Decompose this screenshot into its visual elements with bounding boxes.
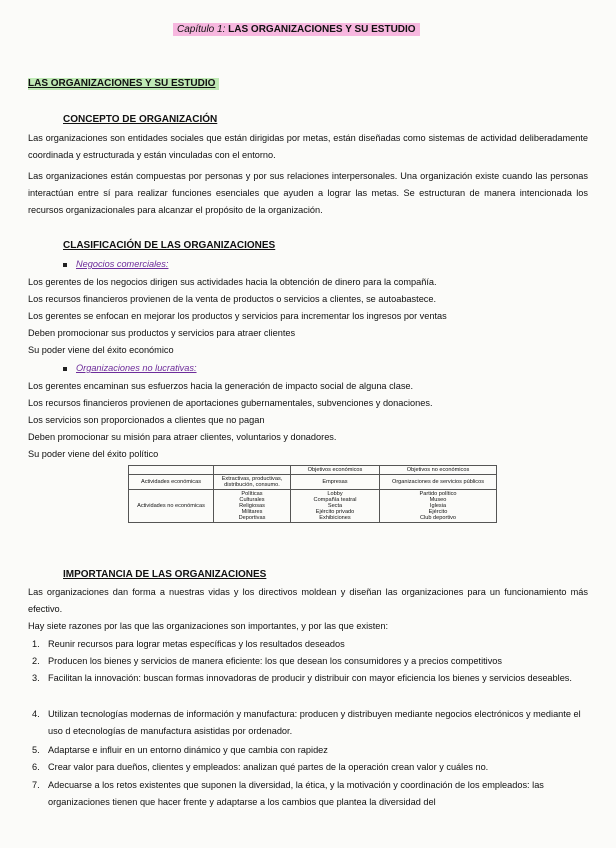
- commercial-label: Negocios comerciales:: [76, 259, 169, 269]
- table-cell-line: Museo: [429, 497, 447, 503]
- commercial-line: Los gerentes se enfocan en mejorar los productos y servicios para incrementar los ingresos por ventas: [28, 311, 447, 321]
- list-item: Crear valor para dueños, clientes y empleados: analizan qué partes de la operación crean valor y cuáles no.: [48, 762, 489, 772]
- table-cell-line: Militares: [241, 509, 263, 515]
- table-row: [129, 490, 497, 523]
- list-number: 1.: [32, 639, 40, 649]
- table-cell: Organizaciones de servicios públicos: [380, 475, 497, 490]
- list-item: Facilitan la innovación: buscan formas innovadoras de producir y distribuir con mayor eficiencia los bienes y servicios deseables.: [48, 673, 572, 683]
- table-cell-line: Ejército privado: [315, 509, 355, 515]
- importance-paragraph-2: Hay siete razones por las que las organizaciones son importantes, y por las que existen:: [28, 621, 389, 631]
- table-cell-line: Lobby: [327, 491, 343, 497]
- importance-paragraph-1: Las organizaciones dan forma a nuestras vidas y los directivos moldean y diseñan las organizaciones para un funcionamiento más efectivo.: [28, 587, 588, 615]
- table-cell-line: Culturales: [239, 497, 265, 503]
- table-row: [129, 475, 497, 490]
- main-title: LAS ORGANIZACIONES Y SU ESTUDIO: [28, 78, 219, 90]
- table-cell: Objetivos no económicos: [380, 466, 497, 475]
- nonprofit-label: Organizaciones no lucrativas:: [76, 363, 197, 373]
- concept-paragraph-1: Las organizaciones son entidades sociales que están dirigidas por metas, están diseñadas como sistemas de actividad deliberadamente coordinada y estructurada y están vinculadas con el entorno.: [28, 133, 588, 161]
- table-cell: Actividades económicas: [129, 475, 214, 490]
- list-item: Adecuarse a los retos existentes que suponen la diversidad, la ética, y la motivación y coordinación de los empleados: las organizaciones tienen que hacer frente y adaptarse a los cambios que plantea la diversidad del: [48, 780, 544, 807]
- table-cell: [214, 466, 291, 475]
- nonprofit-line: Los recursos financieros provienen de aportaciones gubernamentales, subvenciones y donaciones.: [28, 398, 433, 408]
- table-cell-line: Compañía teatral: [313, 497, 357, 503]
- commercial-line: Los recursos financieros provienen de la venta de productos o servicios a clientes, se autoabastece.: [28, 294, 437, 304]
- classification-table: [128, 465, 497, 523]
- table-cell-line: Ejército: [428, 509, 448, 515]
- list-number: 5.: [32, 745, 40, 755]
- table-cell: [380, 490, 497, 523]
- table-cell: [129, 466, 214, 475]
- commercial-line: Los gerentes de los negocios dirigen sus actividades hacia la obtención de dinero para la compañía.: [28, 277, 437, 287]
- table-cell-line: Religiosas: [239, 503, 265, 509]
- list-item: Utilizan tecnologías modernas de información y manufactura: producen y distribuyen mediante negocios electrónicos y mediante el uso d etecnologías de manufactura asistidas por ordenador.: [48, 709, 581, 736]
- list-item: Reunir recursos para lograr metas específicas y los resultados deseados: [48, 639, 345, 649]
- table-cell: Objetivos económicos: [291, 466, 380, 475]
- table-cell: [214, 490, 291, 523]
- concept-paragraph-2: Las organizaciones están compuestas por personas y por sus relaciones interpersonales. Una organización existe cuando las personas interactúan entre sí para realizar funciones esenciales que ayuden a lograr las metas. Se estructuran de manera intencionada los recursos organizacionales para alcanzar el propósito de la organización.: [28, 171, 588, 216]
- table-cell: Empresas: [291, 475, 380, 490]
- chapter-title: LAS ORGANIZACIONES Y SU ESTUDIO: [228, 24, 416, 35]
- chapter-label: Capítulo 1:: [177, 24, 226, 35]
- bullet-icon: [63, 367, 67, 371]
- nonprofit-line: Deben promocionar su misión para atraer clientes, voluntarios y donadores.: [28, 432, 337, 442]
- commercial-bullet: [63, 259, 168, 269]
- table-cell-line: Exhibiciones: [319, 515, 351, 521]
- nonprofit-line: Los servicios son proporcionados a clientes que no pagan: [28, 415, 265, 425]
- list-item: Adaptarse e influir en un entorno dinámico y que cambia con rapidez: [48, 745, 328, 755]
- commercial-line: Su poder viene del éxito económico: [28, 345, 174, 355]
- bullet-icon: [63, 263, 67, 267]
- table-cell: [291, 490, 380, 523]
- nonprofit-bullet: [63, 363, 197, 373]
- nonprofit-line: Su poder viene del éxito político: [28, 449, 159, 459]
- table-cell: Extractivas, productivas, distribución, consumo.: [214, 475, 291, 490]
- table-cell-line: Secta: [327, 503, 343, 509]
- table-cell-line: Iglesia: [429, 503, 447, 509]
- list-number: 3.: [32, 673, 40, 683]
- table-cell: Actividades no económicas: [129, 490, 214, 523]
- chapter-header: [173, 23, 420, 36]
- list-item: Producen los bienes y servicios de manera eficiente: los que desean los consumidores y a precios competitivos: [48, 656, 502, 666]
- classification-title: CLASIFICACIÓN DE LAS ORGANIZACIONES: [63, 240, 276, 251]
- commercial-line: Deben promocionar sus productos y servicios para atraer clientes: [28, 328, 296, 338]
- table-cell-line: Partido político: [419, 491, 457, 497]
- table-cell-line: Deportivas: [238, 515, 266, 521]
- table-row: [129, 466, 497, 475]
- concept-title: CONCEPTO DE ORGANIZACIÓN: [63, 114, 218, 125]
- table-cell-line: Club deportivo: [419, 515, 457, 521]
- nonprofit-line: Los gerentes encaminan sus esfuerzos hacia la generación de impacto social de alguna clase.: [28, 381, 414, 391]
- list-number: 2.: [32, 656, 40, 666]
- list-number: 6.: [32, 762, 40, 772]
- list-number: 4.: [32, 709, 40, 719]
- table-cell-line: Políticas: [241, 491, 263, 497]
- list-number: 7.: [32, 780, 40, 790]
- importance-title: IMPORTANCIA DE LAS ORGANIZACIONES: [63, 569, 267, 580]
